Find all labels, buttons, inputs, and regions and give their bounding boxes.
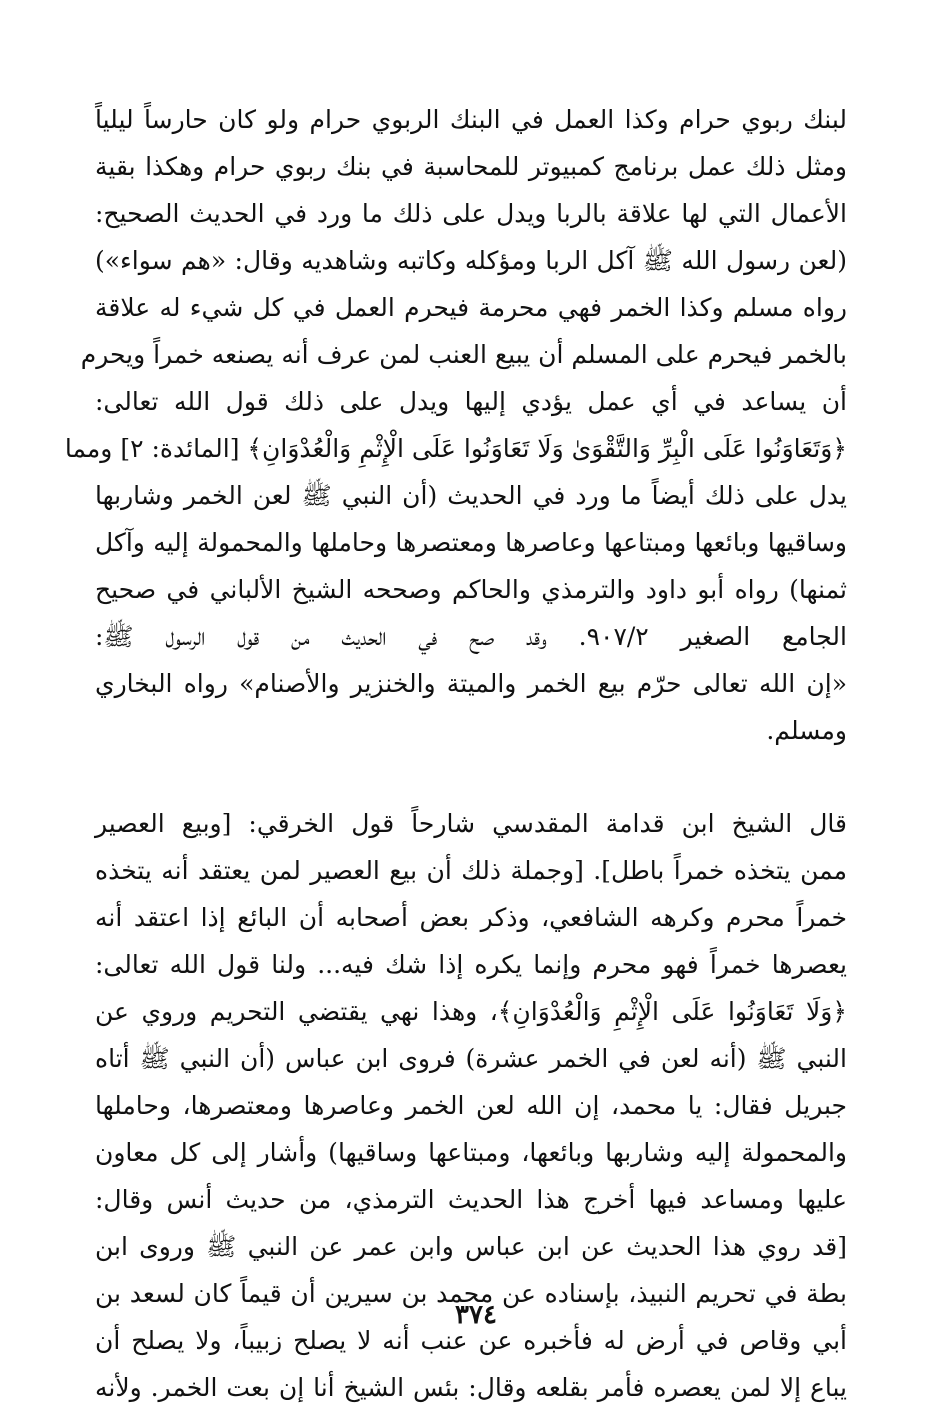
quran-verse-line: ﴿وَلَا تَعَاوَنُوا عَلَى الْإِثْمِ وَالْعُدْوَانِ﴾، وهذا نهي يقتضي التحريم وروي عن	[95, 997, 847, 1026]
text-line: الجامع الصغير ٩٠٧/٢. وقد صح في الحديث من قول الرسول ﷺ:	[95, 622, 847, 651]
text-line: يباع إلا لمن يعصره فأمر بقلعه وقال: بئس الشيخ أنا إن بعت الخمر. ولأنه	[95, 1373, 847, 1402]
text-line: عليها ومساعد فيها أخرج هذا الحديث الترمذي، من حديث أنس وقال:	[95, 1185, 847, 1214]
text-line: أن يساعد في أي عمل يؤدي إليها ويدل على ذلك قول الله تعالى:	[95, 387, 847, 416]
text-line: النبي ﷺ (أنه لعن في الخمر عشرة) فروى ابن عباس (أن النبي ﷺ أتاه	[95, 1044, 847, 1073]
text-line: [قد روي هذا الحديث عن ابن عباس وابن عمر عن النبي ﷺ وروى ابن	[95, 1232, 847, 1261]
text-line: ومسلم.	[766, 716, 847, 745]
text-line: لبنك ربوي حرام وكذا العمل في البنك الربوي حرام ولو كان حارساً ليلياً	[95, 105, 847, 134]
text-line: رواه مسلم وكذا الخمر فهي محرمة فيحرم العمل في كل شيء له علاقة	[95, 293, 847, 322]
text-line: بطة في تحريم النبيذ، بإسناده عن محمد بن سيرين أن قيماً كان لسعد بن	[95, 1279, 847, 1308]
hadith-line: «إن الله تعالى حرّم بيع الخمر والميتة والخنزير والأصنام» رواه البخاري	[95, 669, 847, 698]
paragraph-1	[64, 96, 848, 754]
text-line: يدل على ذلك أيضاً ما ورد في الحديث (أن النبي ﷺ لعن الخمر وشاربها	[95, 481, 847, 510]
text-line: ممن يتخذه خمراً باطل]. [وجملة ذلك أن بيع العصير لمن يعتقد أنه يتخذه	[95, 856, 847, 885]
quran-verse-line: ﴿وَتَعَاوَنُوا عَلَى الْبِرِّ وَالتَّقْوَىٰ وَلَا تَعَاوَنُوا عَلَى الْإِثْمِ وَالْعُدْوَانِ﴾ [المائدة: ٢] ومما	[64, 434, 847, 463]
page-body	[64, 96, 848, 1411]
text-line: خمراً محرم وكرهه الشافعي، وذكر بعض أصحابه أن البائع إذا اعتقد أنه	[95, 903, 847, 932]
page-number: ٣٧٤	[455, 1300, 497, 1330]
text-line: والمحمولة إليه وشاربها وبائعها، ومبتاعها وساقيها) وأشار إلى كل معاون	[95, 1138, 847, 1167]
text-line: جبريل فقال: يا محمد، إن الله لعن الخمر وعاصرها ومعتصرها، وحاملها	[95, 1091, 847, 1120]
text-line: بالخمر فيحرم على المسلم أن يبيع العنب لمن عرف أنه يصنعه خمراً ويحرم	[80, 340, 847, 369]
text-line: ومثل ذلك عمل برنامج كمبيوتر للمحاسبة في بنك ربوي حرام وهكذا بقية	[95, 152, 847, 181]
text-line: (لعن رسول الله ﷺ آكل الربا ومؤكله وكاتبه وشاهديه وقال: «هم سواء»)	[95, 246, 847, 275]
text-line: ثمنها) رواه أبو داود والترمذي والحاكم وصححه الشيخ الألباني في صحيح	[95, 575, 848, 604]
text-line: يعصرها خمراً فهو محرم وإنما يكره إذا شك فيه... ولنا قول الله تعالى:	[95, 950, 847, 979]
paragraph-gap	[95, 754, 847, 800]
text-line: أبي وقاص في أرض له فأخبره عن عنب أنه لا يصلح زبيباً، ولا يصلح أن	[95, 1326, 847, 1355]
text-line: وساقيها وبائعها ومبتاعها وعاصرها ومعتصرها وحاملها والمحمولة إليه وآكل	[95, 528, 847, 557]
text-line: الأعمال التي لها علاقة بالربا ويدل على ذلك ما ورد في الحديث الصحيح:	[95, 199, 847, 228]
text-line: قال الشيخ ابن قدامة المقدسي شارحاً قول الخرقي: [وبيع العصير	[95, 809, 847, 838]
